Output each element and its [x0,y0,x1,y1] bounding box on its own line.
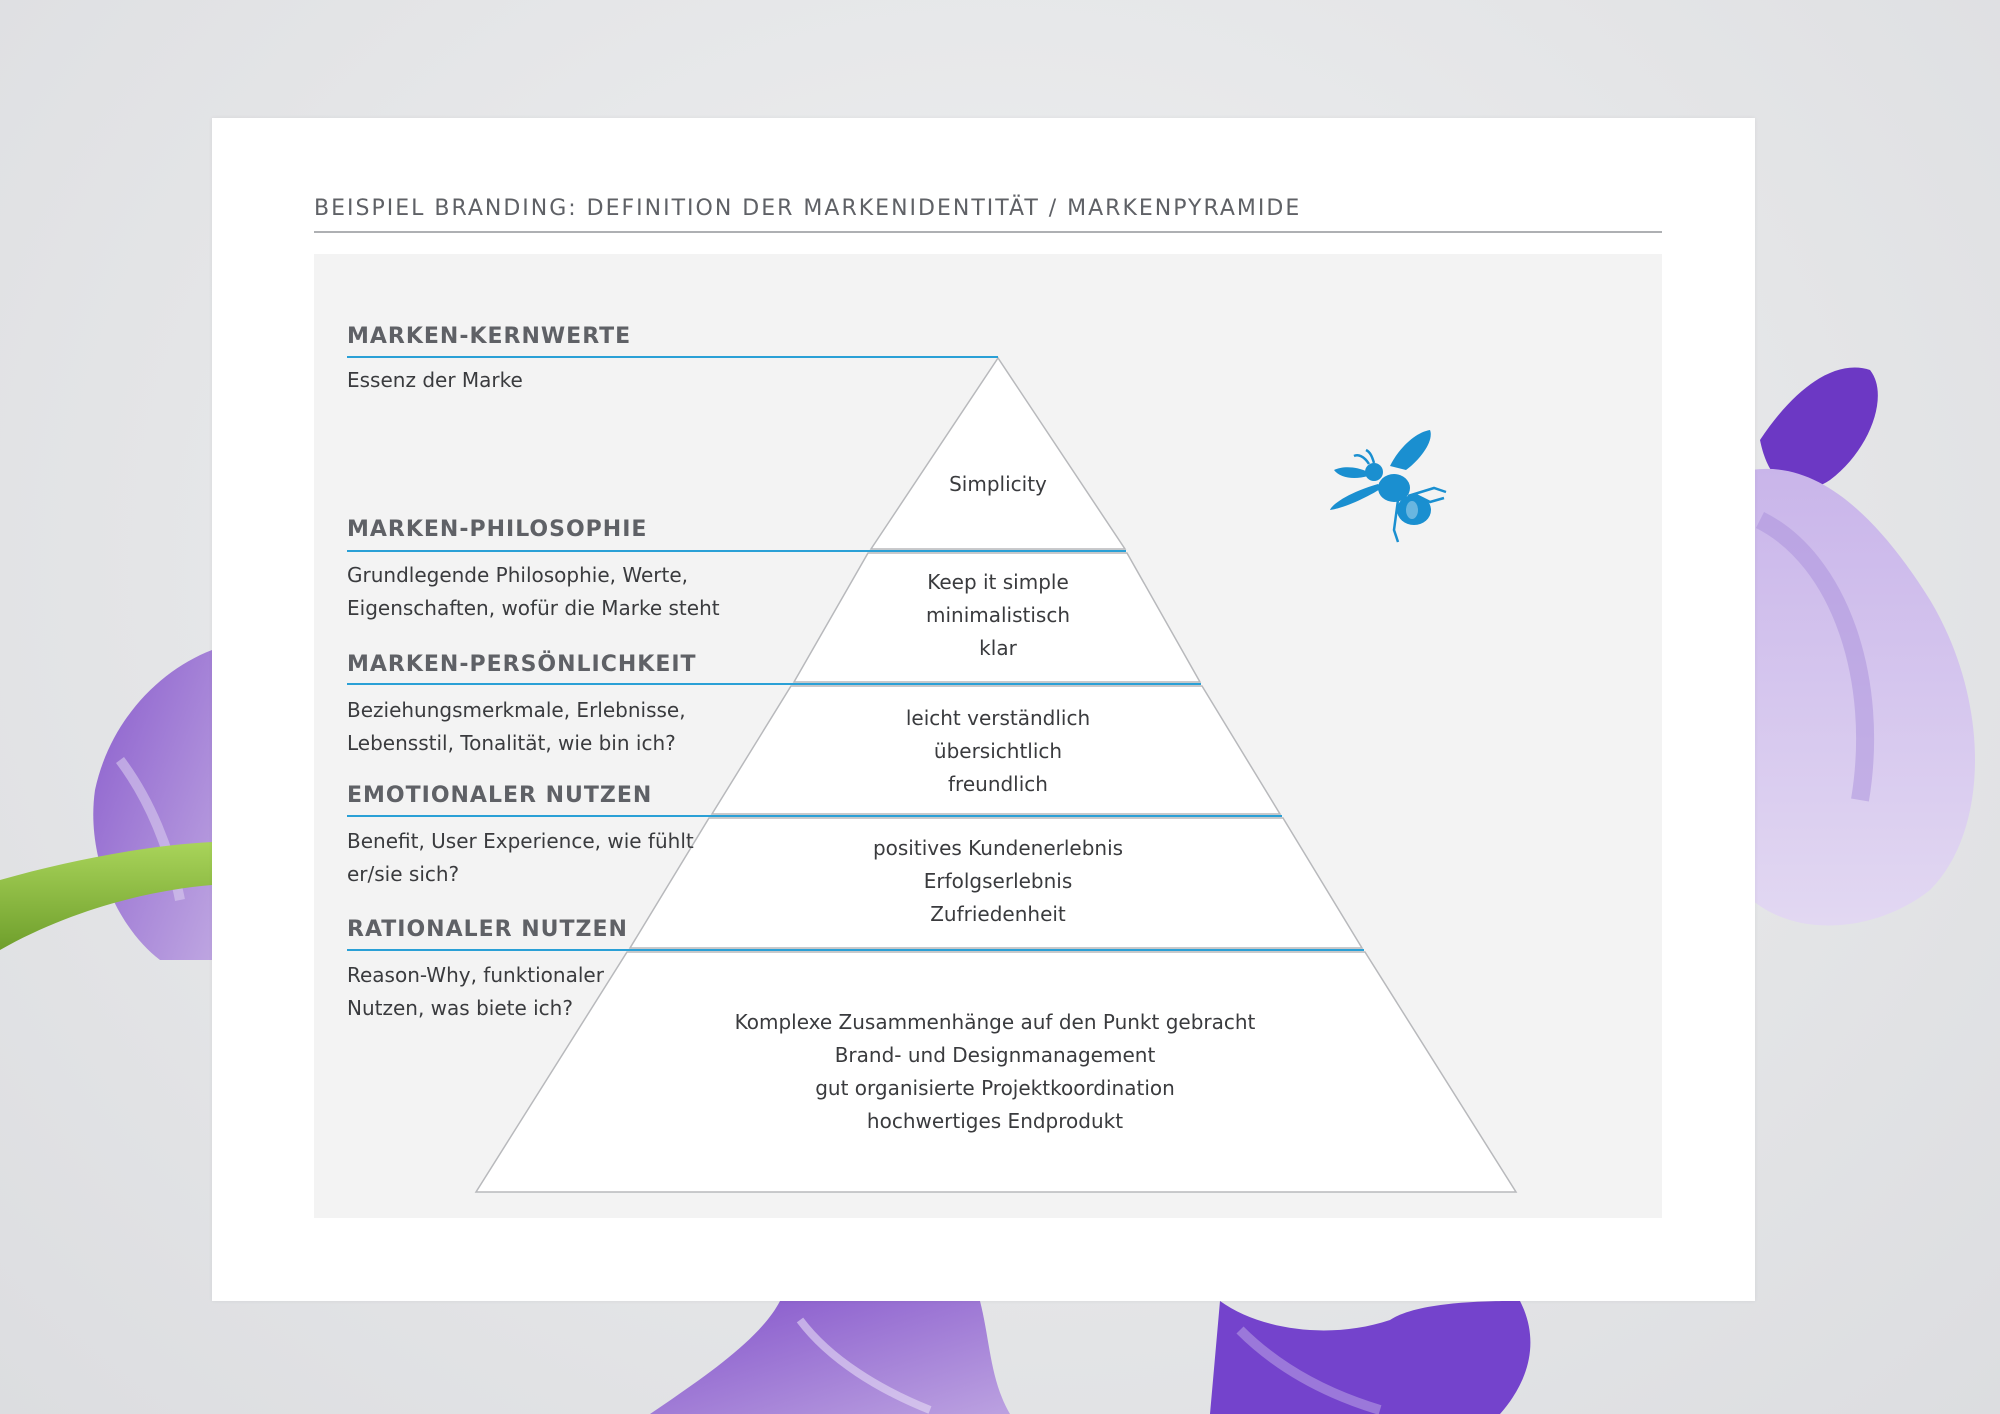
pyramid-text-emotional: positives Kundenerlebnis Erfolgserlebnis Zufriedenheit [872,836,1124,926]
level-desc-emotional: Benefit, User Experience, wie fühlt er/sie sich? [347,829,694,886]
petal-bottom-right [1210,1301,1530,1414]
page-title: BEISPIEL BRANDING: DEFINITION DER MARKENIDENTITÄT / MARKENPYRAMIDE [314,196,1662,233]
pyramid-text-kernwerte: Simplicity [949,472,1047,496]
diagram-card [212,118,1755,1301]
level-heading-emotional: EMOTIONALER NUTZEN [347,783,653,808]
level-heading-philosophie: MARKEN-PHILOSOPHIE [347,517,648,542]
bee-icon [1322,426,1452,551]
pyramid-text-philosophie: Keep it simple minimalistisch klar [925,570,1071,660]
level-desc-persoenlichkeit: Beziehungsmerkmale, Erlebnisse, Lebensstil, Tonalität, wie bin ich? [347,698,686,755]
level-heading-persoenlichkeit: MARKEN-PERSÖNLICHKEIT [347,652,697,677]
level-desc-kernwerte: Essenz der Marke [347,368,523,392]
level-desc-philosophie: Grundlegende Philosophie, Werte, Eigenschaften, wofür die Marke steht [347,563,720,620]
petal-bottom-left [650,1301,1010,1414]
pyramid-text-persoenlichkeit: leicht verständlich übersichtlich freundlich [905,706,1091,796]
pyramid-tier-1 [871,358,1125,549]
level-heading-rational: RATIONALER NUTZEN [347,917,628,942]
level-heading-kernwerte: MARKEN-KERNWERTE [347,324,632,349]
level-desc-rational: Reason-Why, funktionaler Nutzen, was biete ich? [347,963,604,1020]
pyramid-panel [314,254,1662,1218]
pyramid-text-rational: Komplexe Zusammenhänge auf den Punkt gebracht Brand- und Designmanagement gut organisierte Projektkoordination hochwertiges Endprodukt [734,1010,1256,1133]
